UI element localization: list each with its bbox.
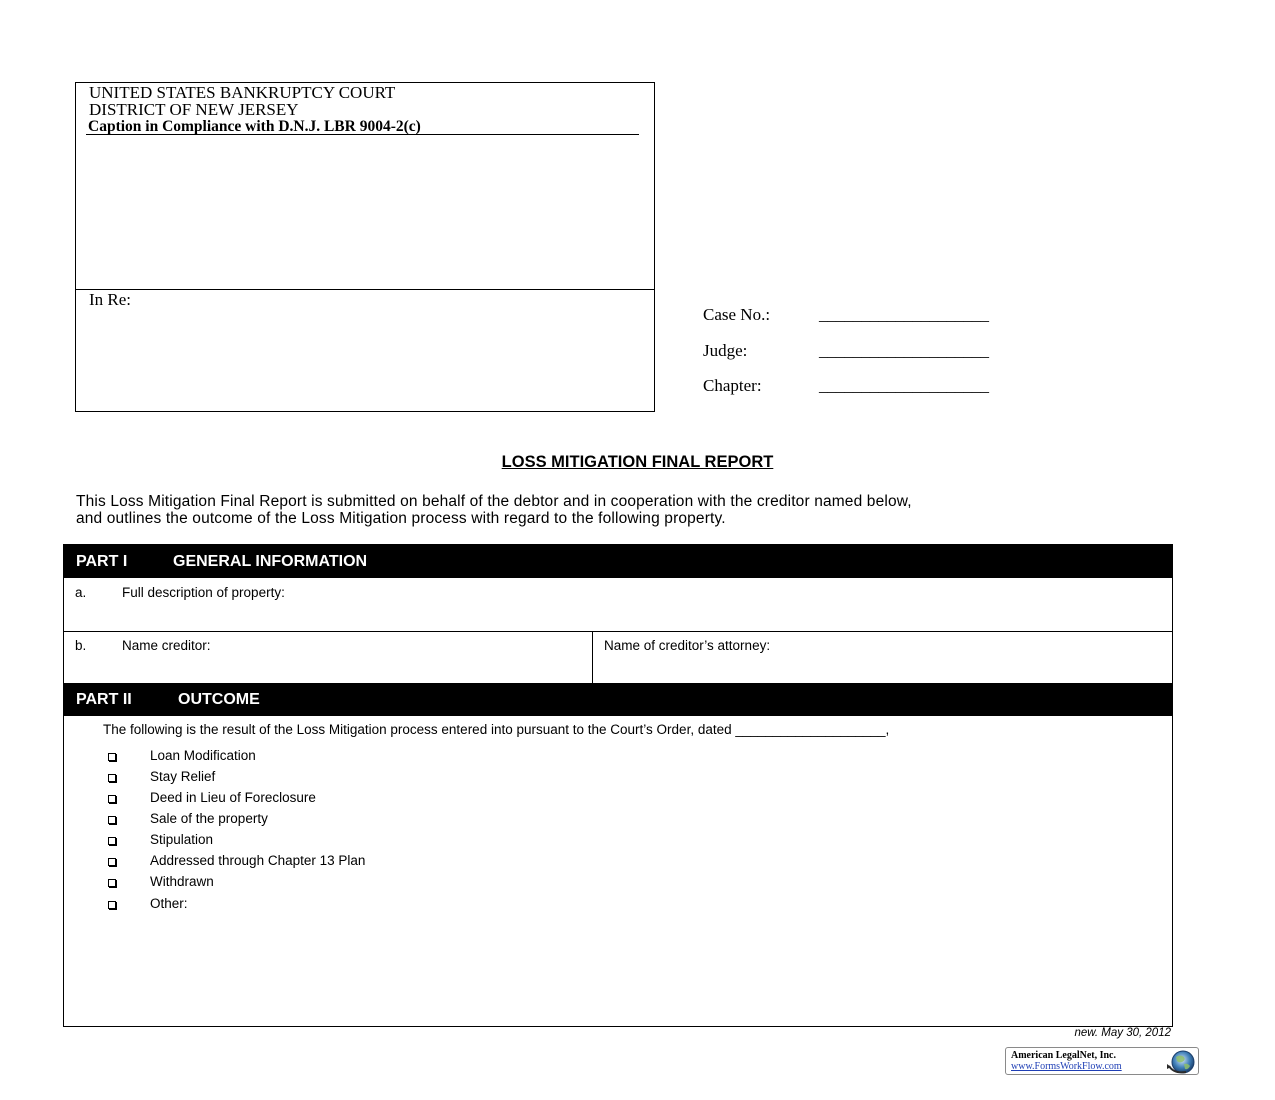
publisher-logo[interactable] [1005, 1047, 1199, 1075]
property-description-field[interactable] [64, 578, 1172, 632]
row-b-index: b. [75, 638, 87, 653]
creditor-row [64, 632, 1172, 683]
publisher-link[interactable]: www.FormsWorkFlow.com [1011, 1061, 1122, 1072]
option-label: Other: [150, 896, 188, 911]
case-number-label: Case No.: [703, 305, 771, 324]
case-number-field[interactable] [703, 305, 989, 325]
report-form [63, 544, 1173, 1027]
caption-underline [86, 134, 639, 135]
part1-number: PART I [76, 553, 128, 570]
option-label: Sale of the property [150, 811, 268, 826]
option-label: Addressed through Chapter 13 Plan [150, 853, 366, 868]
document-title [0, 452, 1275, 472]
row-a-index: a. [75, 585, 87, 600]
option-label: Loan Modification [150, 748, 256, 763]
creditor-name-label[interactable]: Name creditor: [122, 638, 211, 653]
in-re-label: In Re: [89, 290, 132, 309]
creditor-attorney-label[interactable]: Name of creditor’s attorney: [604, 638, 771, 653]
part2-number: PART II [76, 691, 132, 708]
option-stay-relief[interactable] [64, 769, 464, 790]
checkbox-icon[interactable] [108, 858, 116, 866]
option-other[interactable] [64, 896, 464, 917]
option-stipulation[interactable] [64, 832, 464, 853]
part1-header [64, 545, 1172, 578]
chapter-blank[interactable]: ____________________ [819, 376, 989, 395]
option-deed-in-lieu[interactable] [64, 790, 464, 811]
part2-header [64, 683, 1172, 716]
outcome-intro: The following is the result of the Loss Mitigation process entered into pursuant to the Court’s Order, dated ____________________, [103, 722, 890, 737]
caption-compliance: Caption in Compliance with D.N.J. LBR 9004-2(c) [88, 118, 421, 135]
checkbox-icon[interactable] [108, 753, 116, 761]
chapter-field[interactable] [703, 376, 989, 396]
globe-icon [1164, 1048, 1200, 1076]
court-district: DISTRICT OF NEW JERSEY [89, 100, 299, 119]
checkbox-icon[interactable] [108, 879, 116, 887]
intro-line-1: This Loss Mitigation Final Report is submitted on behalf of the debtor and in cooperation with the creditor named below, [76, 493, 912, 510]
checkbox-icon[interactable] [108, 816, 116, 824]
option-chapter-13-plan[interactable] [64, 853, 464, 874]
option-label: Stipulation [150, 832, 214, 847]
option-label: Deed in Lieu of Foreclosure [150, 790, 316, 805]
option-label: Withdrawn [150, 874, 214, 889]
court-name: UNITED STATES BANKRUPTCY COURT [89, 83, 396, 102]
part2-title: OUTCOME [178, 691, 260, 708]
checkbox-icon[interactable] [108, 774, 116, 782]
caption-box [75, 82, 655, 412]
revision-date: new. May 30, 2012 [1074, 1027, 1171, 1039]
checkbox-icon[interactable] [108, 837, 116, 845]
judge-blank[interactable]: ____________________ [819, 341, 989, 360]
option-withdrawn[interactable] [64, 874, 464, 895]
chapter-label: Chapter: [703, 376, 762, 395]
caption-header-area [76, 83, 654, 290]
option-loan-modification[interactable] [64, 748, 464, 769]
property-description-label: Full description of property: [122, 585, 285, 600]
case-number-blank[interactable]: ____________________ [819, 305, 989, 324]
checkbox-icon[interactable] [108, 795, 116, 803]
creditor-divider [592, 632, 593, 683]
judge-field[interactable] [703, 341, 989, 361]
judge-label: Judge: [703, 341, 748, 360]
document-title-text: LOSS MITIGATION FINAL REPORT [501, 453, 774, 471]
intro-line-2: and outlines the outcome of the Loss Mitigation process with regard to the following property. [76, 509, 726, 527]
intro-paragraph [76, 494, 1196, 527]
option-sale-of-property[interactable] [64, 811, 464, 832]
checkbox-icon[interactable] [108, 901, 116, 909]
publisher-name: American LegalNet, Inc. [1011, 1050, 1116, 1061]
part1-title: GENERAL INFORMATION [173, 553, 368, 570]
option-label: Stay Relief [150, 769, 216, 784]
